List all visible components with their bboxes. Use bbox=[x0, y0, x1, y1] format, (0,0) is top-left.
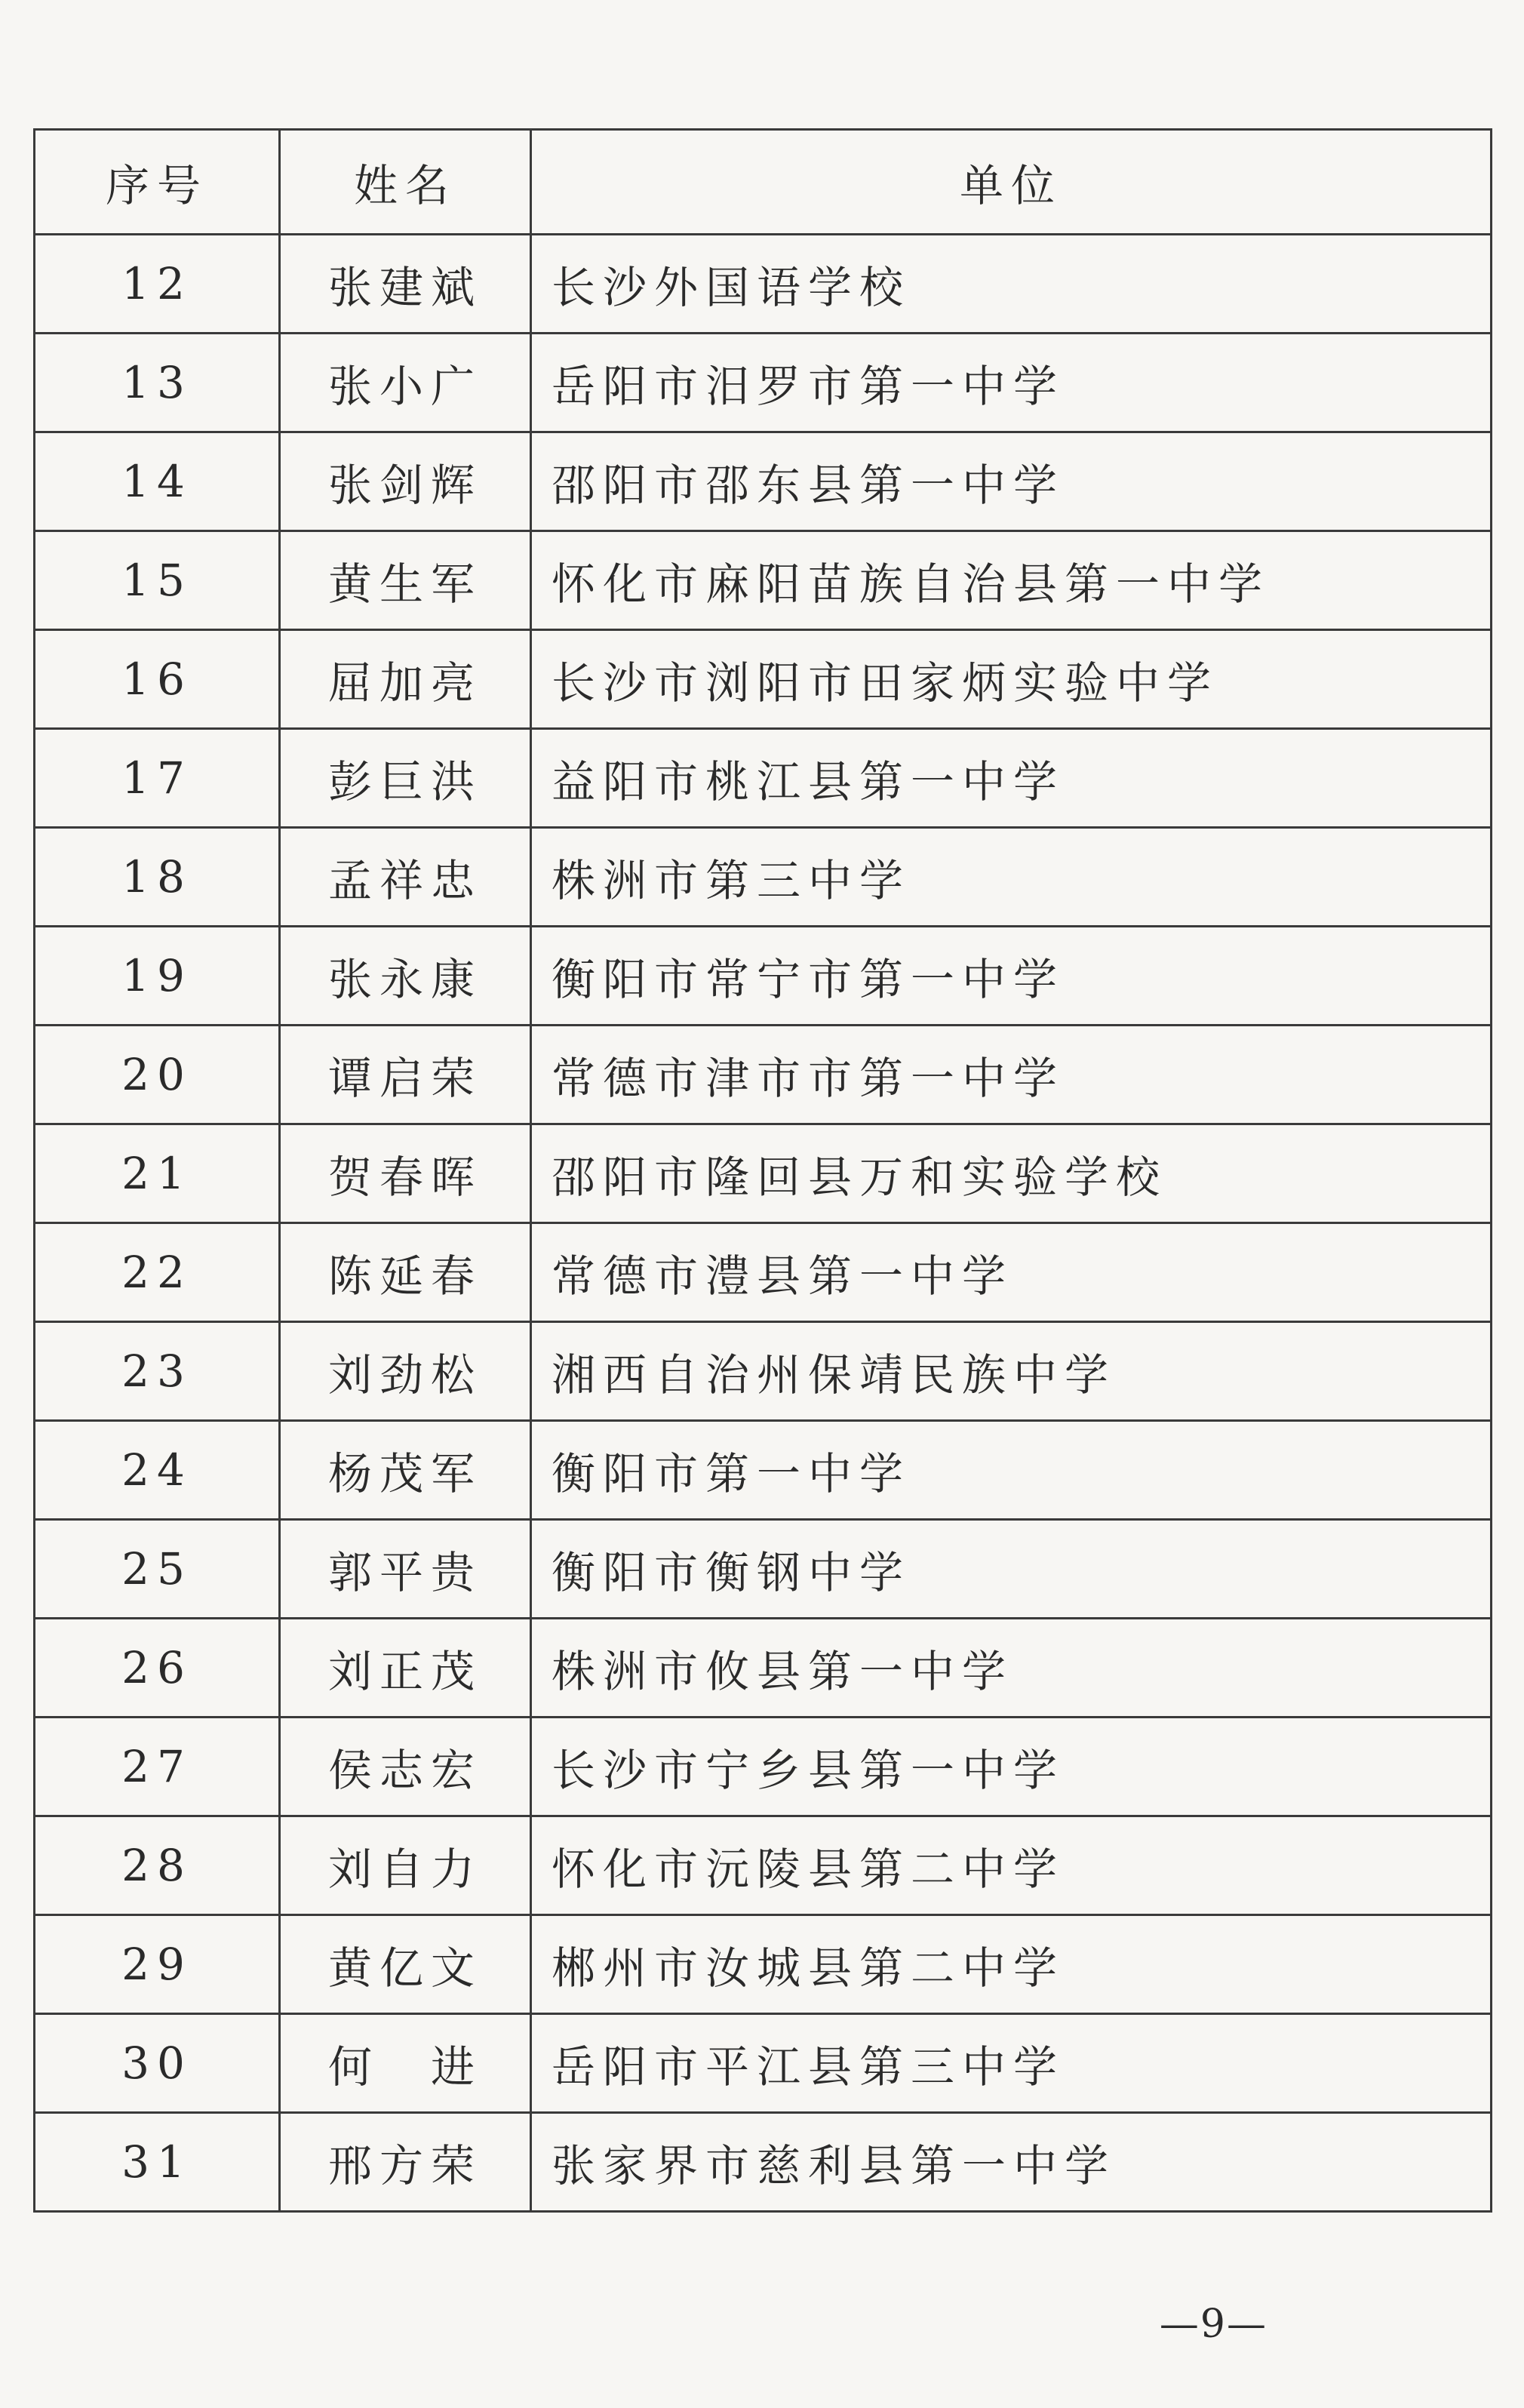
name-cell: 刘自力 bbox=[280, 1816, 531, 1915]
unit-cell: 邵阳市邵东县第一中学 bbox=[531, 432, 1492, 531]
table-row bbox=[35, 927, 1492, 1026]
unit-cell: 怀化市麻阳苗族自治县第一中学 bbox=[531, 531, 1492, 630]
header-name: 姓名 bbox=[280, 130, 531, 235]
unit-cell: 郴州市汝城县第二中学 bbox=[531, 1915, 1492, 2014]
serial-number-cell: 18 bbox=[35, 828, 280, 927]
table-row bbox=[35, 235, 1492, 334]
serial-number-cell: 14 bbox=[35, 432, 280, 531]
name-cell: 侯志宏 bbox=[280, 1718, 531, 1816]
unit-cell: 怀化市沅陵县第二中学 bbox=[531, 1816, 1492, 1915]
serial-number-cell: 28 bbox=[35, 1816, 280, 1915]
name-cell: 杨茂军 bbox=[280, 1421, 531, 1520]
unit-cell: 长沙市宁乡县第一中学 bbox=[531, 1718, 1492, 1816]
name-cell: 张剑辉 bbox=[280, 432, 531, 531]
serial-number-cell: 16 bbox=[35, 630, 280, 729]
unit-cell: 岳阳市汨罗市第一中学 bbox=[531, 334, 1492, 432]
table-row bbox=[35, 1619, 1492, 1718]
table-row bbox=[35, 432, 1492, 531]
unit-cell: 张家界市慈利县第一中学 bbox=[531, 2113, 1492, 2212]
name-cell: 彭巨洪 bbox=[280, 729, 531, 828]
serial-number-cell: 19 bbox=[35, 927, 280, 1026]
table-row bbox=[35, 1816, 1492, 1915]
name-cell: 贺春晖 bbox=[280, 1124, 531, 1223]
name-cell: 黄亿文 bbox=[280, 1915, 531, 2014]
name-cell: 邢方荣 bbox=[280, 2113, 531, 2212]
table-row bbox=[35, 1026, 1492, 1124]
serial-number-cell: 23 bbox=[35, 1322, 280, 1421]
serial-number-cell: 29 bbox=[35, 1915, 280, 2014]
table-header-row bbox=[35, 130, 1492, 235]
unit-cell: 益阳市桃江县第一中学 bbox=[531, 729, 1492, 828]
header-unit: 单位 bbox=[531, 130, 1492, 235]
table-row bbox=[35, 1915, 1492, 2014]
table-row bbox=[35, 334, 1492, 432]
unit-cell: 邵阳市隆回县万和实验学校 bbox=[531, 1124, 1492, 1223]
unit-cell: 常德市澧县第一中学 bbox=[531, 1223, 1492, 1322]
unit-cell: 衡阳市衡钢中学 bbox=[531, 1520, 1492, 1619]
serial-number-cell: 12 bbox=[35, 235, 280, 334]
unit-cell: 株洲市攸县第一中学 bbox=[531, 1619, 1492, 1718]
table-row bbox=[35, 2014, 1492, 2113]
unit-cell: 衡阳市常宁市第一中学 bbox=[531, 927, 1492, 1026]
serial-number-cell: 17 bbox=[35, 729, 280, 828]
serial-number-cell: 22 bbox=[35, 1223, 280, 1322]
name-cell: 张小广 bbox=[280, 334, 531, 432]
table-row bbox=[35, 1322, 1492, 1421]
serial-number-cell: 20 bbox=[35, 1026, 280, 1124]
serial-number-cell: 30 bbox=[35, 2014, 280, 2113]
serial-number-cell: 27 bbox=[35, 1718, 280, 1816]
table-row bbox=[35, 1421, 1492, 1520]
name-cell: 郭平贵 bbox=[280, 1520, 531, 1619]
serial-number-cell: 15 bbox=[35, 531, 280, 630]
serial-number-cell: 13 bbox=[35, 334, 280, 432]
serial-number-cell: 25 bbox=[35, 1520, 280, 1619]
page-number: —9— bbox=[1159, 2302, 1267, 2347]
unit-cell: 株洲市第三中学 bbox=[531, 828, 1492, 927]
name-cell: 张建斌 bbox=[280, 235, 531, 334]
serial-number-cell: 26 bbox=[35, 1619, 280, 1718]
table-row bbox=[35, 1124, 1492, 1223]
name-cell: 刘劲松 bbox=[280, 1322, 531, 1421]
name-cell: 孟祥忠 bbox=[280, 828, 531, 927]
table-row bbox=[35, 1223, 1492, 1322]
name-cell: 何 进 bbox=[280, 2014, 531, 2113]
table-row bbox=[35, 828, 1492, 927]
unit-cell: 长沙外国语学校 bbox=[531, 235, 1492, 334]
roster-table bbox=[33, 128, 1492, 2213]
name-cell: 刘正茂 bbox=[280, 1619, 531, 1718]
table-row bbox=[35, 2113, 1492, 2212]
serial-number-cell: 24 bbox=[35, 1421, 280, 1520]
table-row bbox=[35, 531, 1492, 630]
unit-cell: 湘西自治州保靖民族中学 bbox=[531, 1322, 1492, 1421]
header-serial-number: 序号 bbox=[35, 130, 280, 235]
table-row bbox=[35, 729, 1492, 828]
name-cell: 谭启荣 bbox=[280, 1026, 531, 1124]
table-row bbox=[35, 1520, 1492, 1619]
name-cell: 张永康 bbox=[280, 927, 531, 1026]
name-cell: 黄生军 bbox=[280, 531, 531, 630]
unit-cell: 衡阳市第一中学 bbox=[531, 1421, 1492, 1520]
table-row bbox=[35, 1718, 1492, 1816]
name-cell: 屈加亮 bbox=[280, 630, 531, 729]
table-body bbox=[35, 235, 1492, 2212]
table-row bbox=[35, 630, 1492, 729]
unit-cell: 常德市津市市第一中学 bbox=[531, 1026, 1492, 1124]
name-cell: 陈延春 bbox=[280, 1223, 531, 1322]
unit-cell: 岳阳市平江县第三中学 bbox=[531, 2014, 1492, 2113]
serial-number-cell: 31 bbox=[35, 2113, 280, 2212]
serial-number-cell: 21 bbox=[35, 1124, 280, 1223]
unit-cell: 长沙市浏阳市田家炳实验中学 bbox=[531, 630, 1492, 729]
